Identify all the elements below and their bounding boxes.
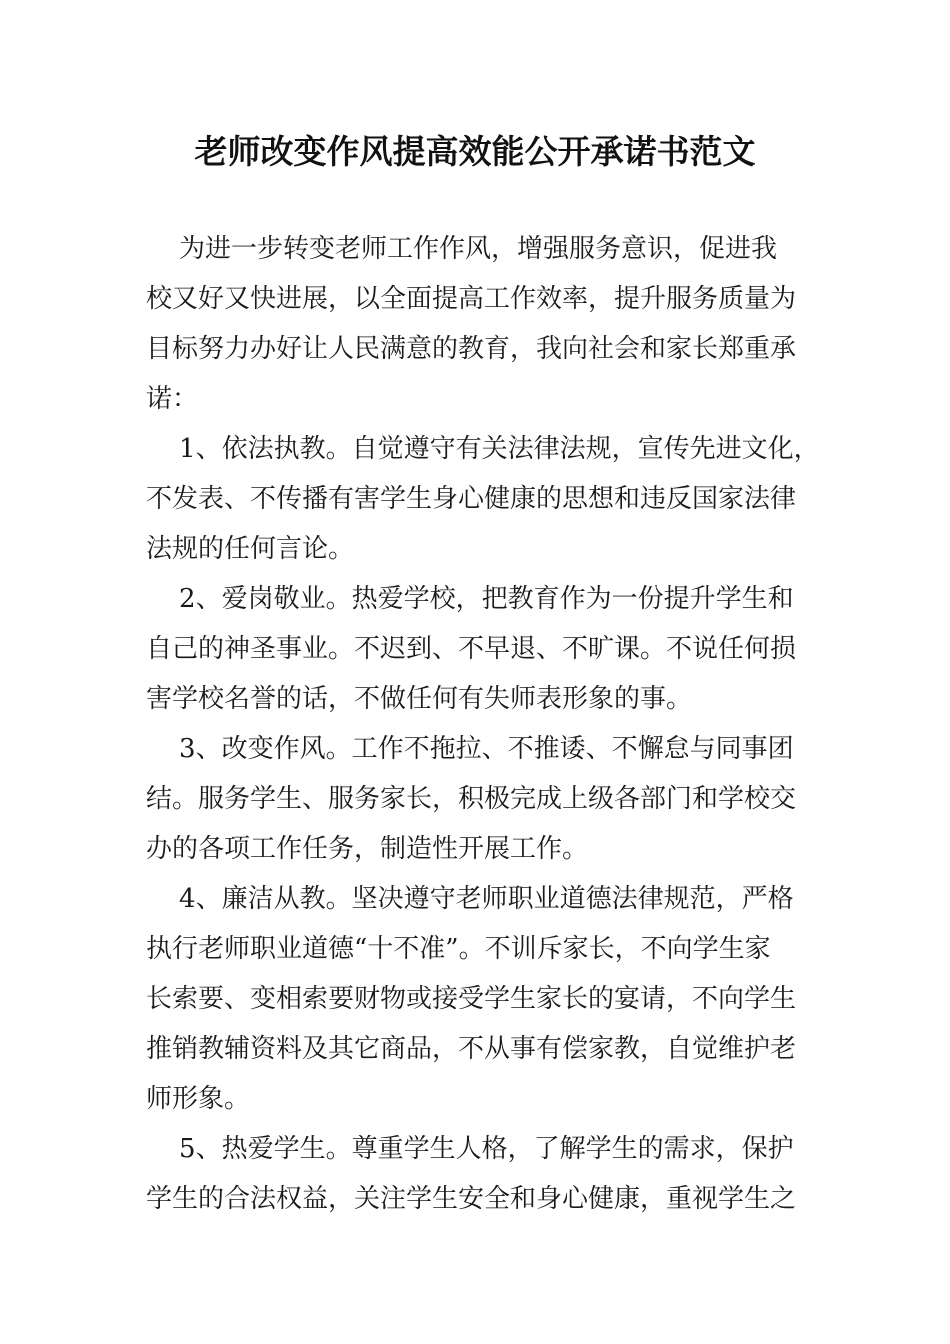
paragraph-line: 3、改变作风。工作不拖拉、不推诿、不懈怠与同事团 xyxy=(146,734,794,764)
document-title: 老师改变作风提高效能公开承诺书范文 xyxy=(194,132,756,171)
paragraph-line: 校又好又快进展，以全面提高工作效率，提升服务质量为 xyxy=(146,284,797,314)
paragraph-line: 4、廉洁从教。坚决遵守老师职业道德法律规范，严格 xyxy=(146,884,794,914)
paragraph-line: 5、热爱学生。尊重学生人格，了解学生的需求，保护 xyxy=(146,1134,794,1164)
paragraph-line: 执行老师职业道德“十不准”。不训斥家长，不向学生家 xyxy=(146,934,771,964)
paragraph-line: 结。服务学生、服务家长，积极完成上级各部门和学校交 xyxy=(146,784,797,814)
paragraph-line: 长索要、变相索要财物或接受学生家长的宴请，不向学生 xyxy=(146,984,797,1014)
paragraph-line: 目标努力办好让人民满意的教育，我向社会和家长郑重承 xyxy=(146,334,797,364)
paragraph-line: 1、依法执教。自觉遵守有关法律法规，宣传先进文化， xyxy=(146,434,820,464)
paragraph-line: 师形象。 xyxy=(146,1084,251,1114)
paragraph-line: 学生的合法权益，关注学生安全和身心健康，重视学生之 xyxy=(146,1184,797,1214)
paragraph-line: 诺： xyxy=(146,384,199,414)
paragraph-line: 推销教辅资料及其它商品，不从事有偿家教，自觉维护老 xyxy=(146,1034,797,1064)
paragraph-line: 为进一步转变老师工作作风，增强服务意识，促进我 xyxy=(146,234,778,264)
paragraph-line: 办的各项工作任务，制造性开展工作。 xyxy=(146,834,589,864)
paragraph-line: 2、爱岗敬业。热爱学校，把教育作为一份提升学生和 xyxy=(146,584,794,614)
paragraph-line: 自己的神圣事业。不迟到、不早退、不旷课。不说任何损 xyxy=(146,634,797,664)
paragraph-line: 害学校名誉的话，不做任何有失师表形象的事。 xyxy=(146,684,693,714)
paragraph-line: 不发表、不传播有害学生身心健康的思想和违反国家法律 xyxy=(146,484,797,514)
paragraph-line: 法规的任何言论。 xyxy=(146,534,355,564)
